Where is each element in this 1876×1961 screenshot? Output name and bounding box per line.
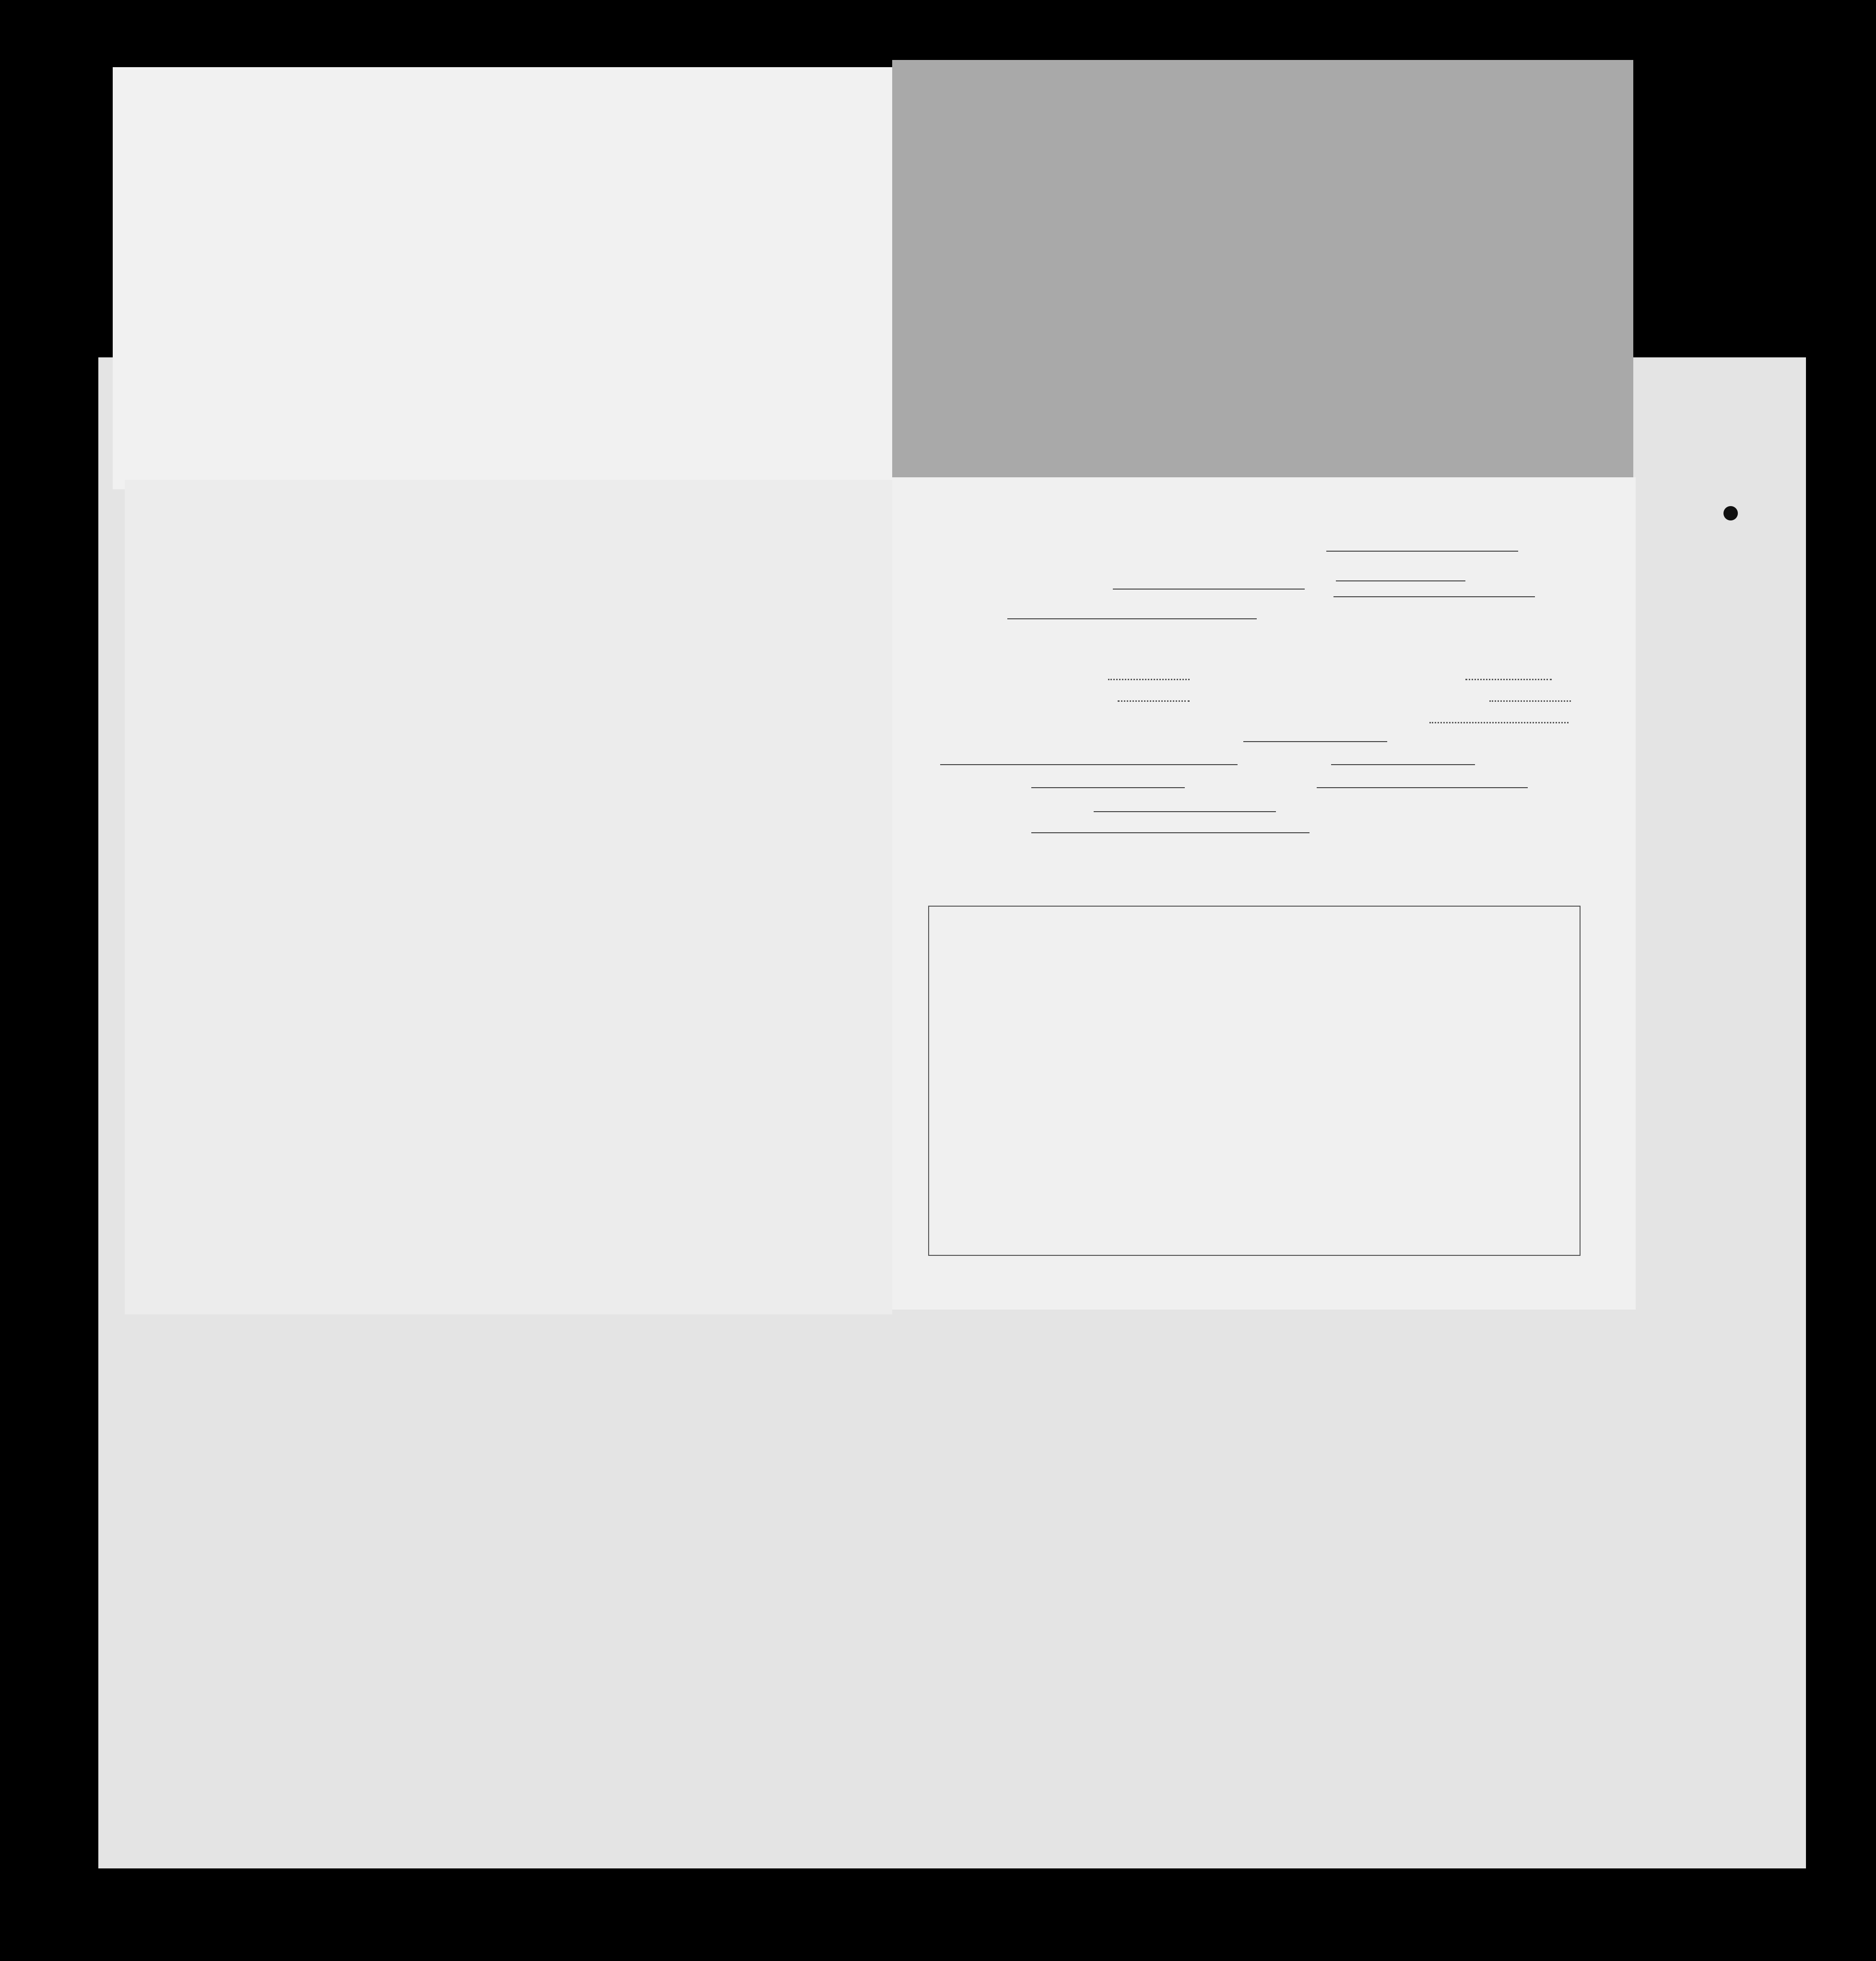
dot-leader: [1429, 722, 1569, 723]
top-right-sheet: [892, 60, 1633, 480]
col-header-weight: [1527, 1547, 1540, 1553]
arrived-date: [1243, 741, 1387, 742]
dot-leader: [1489, 700, 1571, 702]
col-header-physical: [1527, 1597, 1540, 1603]
punch-hole: [1723, 506, 1738, 520]
dot-leader: [1465, 679, 1552, 680]
col-header-race: [1527, 1355, 1540, 1361]
dot-leader: [1118, 700, 1190, 702]
port-value: [1326, 551, 1518, 552]
via-port: [1094, 811, 1276, 812]
from-port: [1007, 618, 1257, 619]
col-header-height: [1527, 1509, 1540, 1514]
top-left-sheet: [113, 67, 892, 489]
report-sheet: [892, 477, 1636, 1310]
col-header-nationality: [1527, 1441, 1540, 1447]
received-stamp: [1302, 1067, 1523, 1068]
deserting-table: [928, 906, 1581, 1256]
left-sheet: [125, 480, 892, 1314]
ship-name: [1333, 596, 1535, 597]
destination: [1317, 787, 1528, 788]
consignee: [940, 764, 1238, 765]
voyage-port: [1031, 832, 1310, 833]
sail-date: [1031, 787, 1185, 788]
lying-at: [1331, 764, 1475, 765]
report-date: [1336, 580, 1465, 581]
master-nationality: [1113, 589, 1305, 590]
col-header-remarks: [1527, 1744, 1540, 1749]
dot-leader: [1108, 679, 1190, 680]
